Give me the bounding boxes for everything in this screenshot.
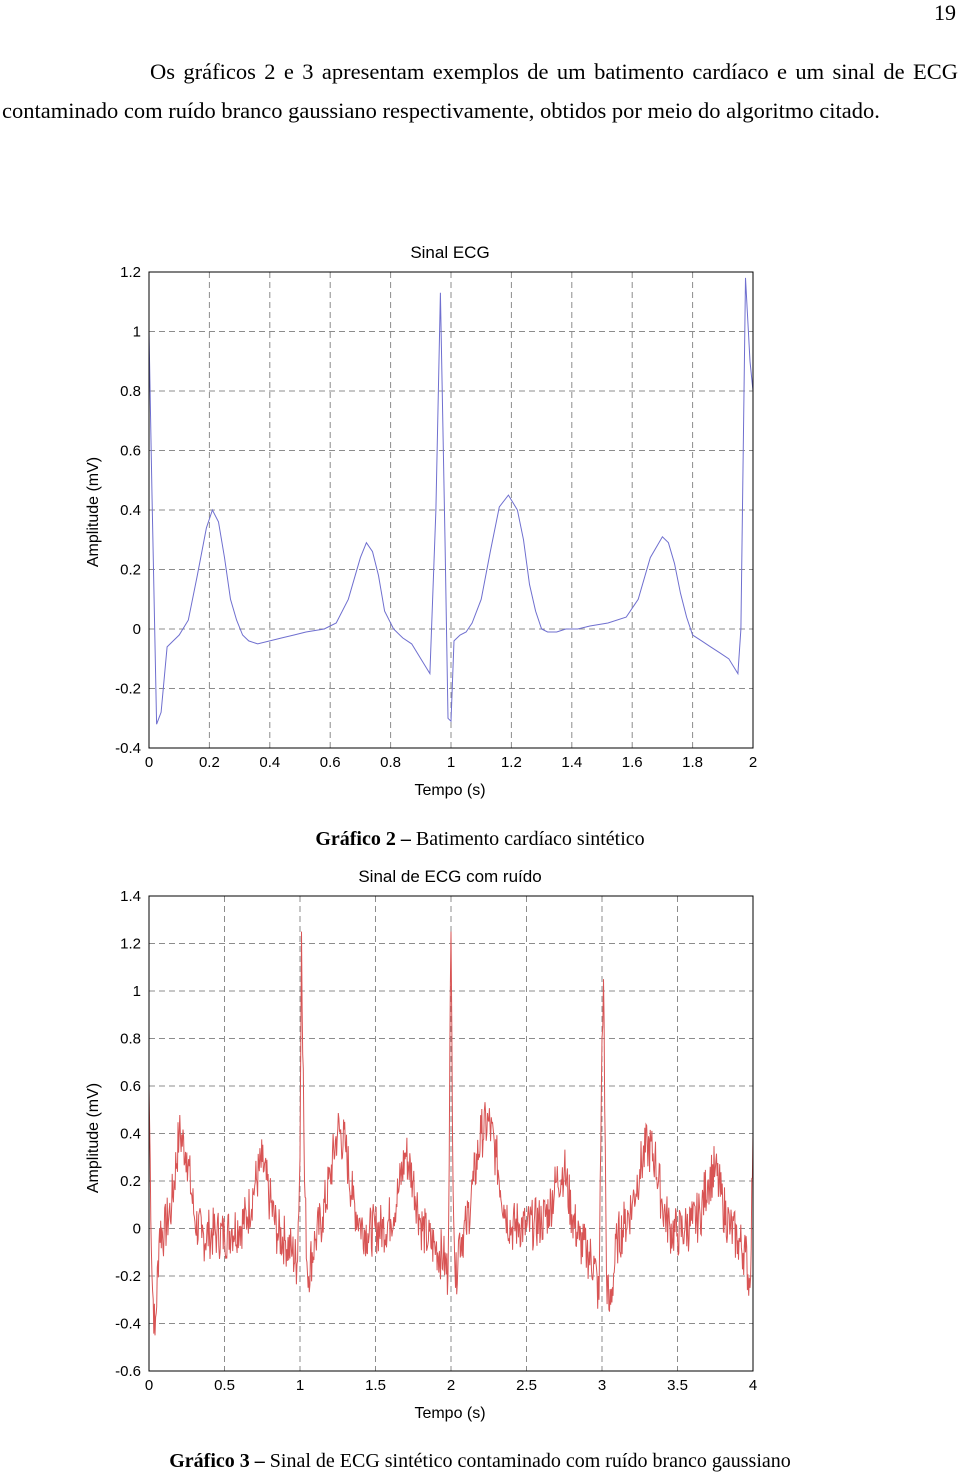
x-tick-label: 3 (597, 1377, 607, 1394)
x-tick-label: 4 (748, 1377, 758, 1394)
y-tick-label: 1 (132, 983, 141, 1000)
x-tick-label: 1.4 (561, 754, 583, 771)
x-tick-label: 1 (295, 1377, 305, 1394)
caption-grafico-3 (0, 1450, 960, 1473)
y-tick-label: 0 (132, 1220, 141, 1238)
y-tick-label: 0.2 (120, 1173, 141, 1190)
x-tick-label: 0.5 (214, 1377, 235, 1394)
x-tick-label: 2 (748, 754, 758, 771)
chart-title: Sinal de ECG com ruído (358, 867, 542, 886)
y-tick-label: -0.6 (115, 1363, 141, 1380)
x-axis-label: Tempo (s) (414, 782, 486, 799)
y-tick-label: 0.4 (120, 502, 141, 519)
y-axis-label: Amplitude (mV) (85, 1082, 102, 1194)
x-tick-label: 2 (446, 1377, 456, 1394)
x-axis-label: Tempo (s) (414, 1405, 486, 1422)
y-tick-label: 1.2 (120, 935, 141, 953)
y-axis-label: Amplitude (mV) (85, 456, 102, 568)
x-tick-label: 0.2 (198, 754, 220, 771)
y-tick-label: -0.4 (115, 1315, 141, 1333)
x-tick-label: 0 (144, 1377, 154, 1394)
x-tick-label: 1.5 (365, 1377, 386, 1394)
x-tick-label: 0.8 (380, 754, 402, 771)
chart-title: Sinal ECG (410, 243, 490, 262)
tick-labels (115, 888, 757, 1394)
caption-dash: – (249, 1450, 270, 1472)
y-tick-label: -0.4 (115, 740, 141, 757)
x-tick-label: 1.2 (500, 754, 522, 771)
y-tick-label: 0.4 (120, 1125, 141, 1143)
y-tick-label: 0.6 (120, 1078, 141, 1095)
caption-dash: – (395, 828, 416, 850)
intro-paragraph: Os gráficos 2 e 3 apresentam exemplos de um batimento cardíaco e um sinal de ECG contaminado com ruído branco gaussiano respectivamente, obtidos por meio do algoritmo citado. (2, 59, 958, 123)
y-tick-label: 1 (132, 323, 141, 341)
caption-label: Gráfico 3 (169, 1450, 250, 1472)
caption-text: Sinal de ECG sintético contaminado com ruído branco gaussiano (269, 1450, 791, 1472)
y-tick-label: 0.8 (120, 383, 141, 400)
y-tick-label: 1.2 (120, 264, 141, 281)
y-tick-label: 0.6 (120, 442, 141, 460)
x-tick-label: 1.8 (682, 754, 704, 771)
caption-label: Gráfico 2 (315, 828, 396, 850)
y-tick-label: 1.4 (120, 888, 141, 905)
y-tick-label: -0.2 (115, 680, 141, 698)
page-number: 19 (934, 0, 956, 25)
x-tick-label: 0.4 (259, 754, 281, 771)
y-tick-label: -0.2 (115, 1268, 141, 1285)
x-tick-label: 2.5 (516, 1377, 537, 1394)
x-tick-label: 1 (446, 754, 456, 771)
x-tick-label: 0.6 (319, 754, 341, 771)
y-tick-label: 0.2 (120, 561, 141, 579)
x-tick-label: 1.6 (621, 754, 643, 771)
caption-text: Batimento cardíaco sintético (415, 828, 645, 850)
y-tick-label: 0.8 (120, 1030, 141, 1048)
x-tick-label: 3.5 (667, 1377, 688, 1394)
x-tick-label: 0 (144, 754, 154, 771)
y-tick-label: 0 (132, 621, 141, 638)
